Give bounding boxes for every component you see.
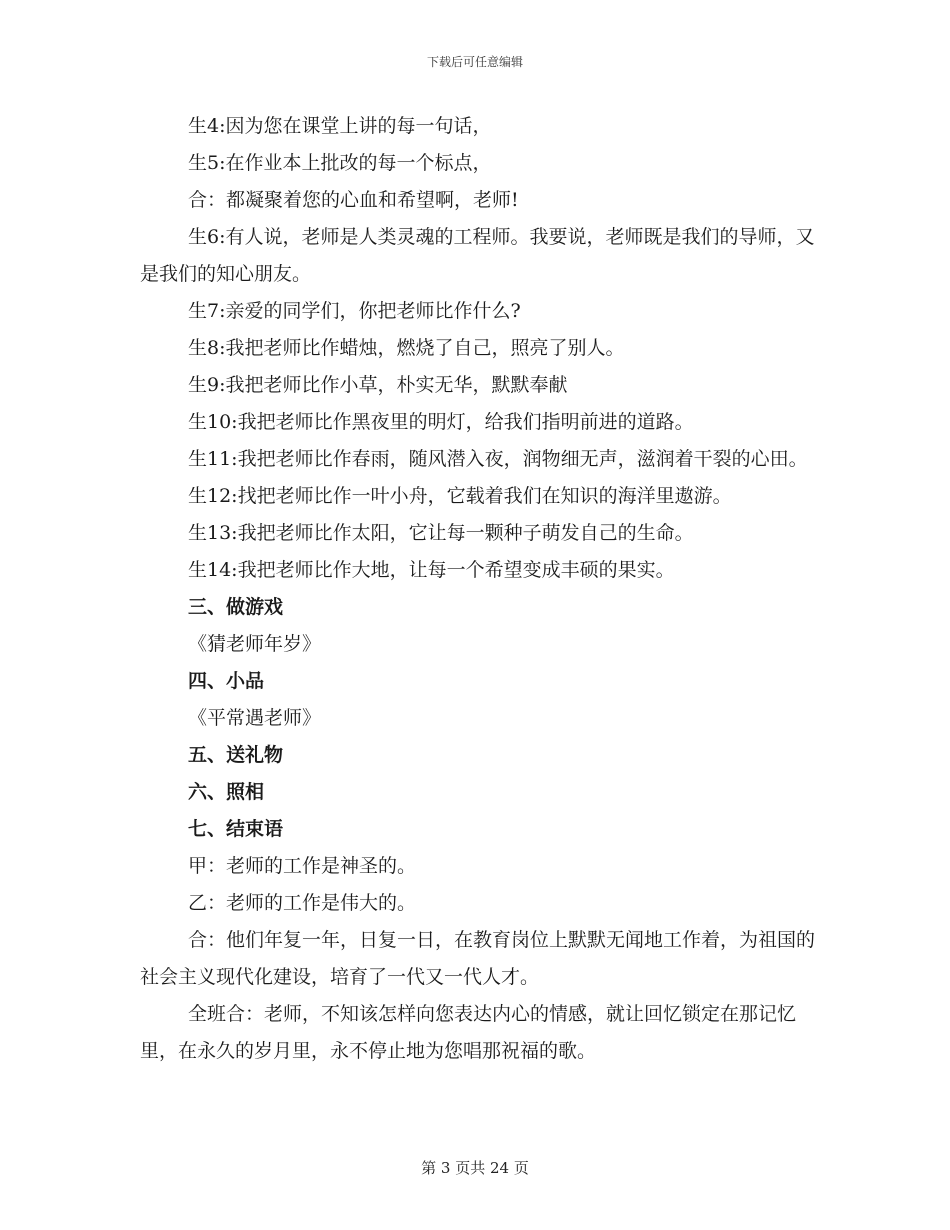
paragraph: 全班合：老师，不知该怎样向您表达内心的情感，就让回忆锁定在那记忆里，在永久的岁月里，永不停止地为您唱那祝福的歌。 xyxy=(140,1003,797,1062)
section-heading: 三、做游戏 xyxy=(188,596,284,618)
paragraph: 生12:找把老师比作一叶小舟，它载着我们在知识的海洋里遨游。 xyxy=(188,485,732,507)
paragraph: 生8:我把老师比作蜡烛，燃烧了自己，照亮了别人。 xyxy=(188,337,625,359)
section-heading: 七、结束语 xyxy=(188,818,284,840)
page-footer: 第 3 页共 24 页 xyxy=(421,1159,529,1177)
paragraph: 生7:亲爱的同学们，你把老师比作什么? xyxy=(188,300,521,322)
paragraph: 合：都凝聚着您的心血和希望啊，老师! xyxy=(188,189,519,211)
section-heading: 四、小品 xyxy=(188,670,265,692)
paragraph: 《平常遇老师》 xyxy=(188,707,322,729)
paragraph: 合：他们年复一年，日复一日，在教育岗位上默默无闻地工作着，为祖国的社会主义现代化建设，培育了一代又一代人才。 xyxy=(140,929,816,988)
section-heading: 六、照相 xyxy=(188,781,265,803)
paragraph: 生5:在作业本上批改的每一个标点， xyxy=(188,152,492,174)
paragraph: 《猜老师年岁》 xyxy=(188,633,322,655)
section-heading: 五、送礼物 xyxy=(188,744,284,766)
paragraph: 甲：老师的工作是神圣的。 xyxy=(188,855,417,877)
paragraph: 生6:有人说，老师是人类灵魂的工程师。我要说，老师既是我们的导师，又是我们的知心朋友。 xyxy=(140,226,815,285)
document-body xyxy=(140,108,820,1070)
page-header: 下载后可任意编辑 xyxy=(426,55,523,69)
paragraph: 生11:我把老师比作春雨，随风潜入夜，润物细无声，滋润着干裂的心田。 xyxy=(188,448,808,470)
paragraph: 生9:我把老师比作小草，朴实无华，默默奉献 xyxy=(188,374,568,396)
paragraph: 生4:因为您在课堂上讲的每一句话， xyxy=(188,115,492,137)
paragraph: 生10:我把老师比作黑夜里的明灯，给我们指明前进的道路。 xyxy=(188,411,694,433)
paragraph: 乙：老师的工作是伟大的。 xyxy=(188,892,417,914)
paragraph: 生14:我把老师比作大地，让每一个希望变成丰硕的果实。 xyxy=(188,559,675,581)
paragraph: 生13:我把老师比作太阳，它让每一颗种子萌发自己的生命。 xyxy=(188,522,694,544)
